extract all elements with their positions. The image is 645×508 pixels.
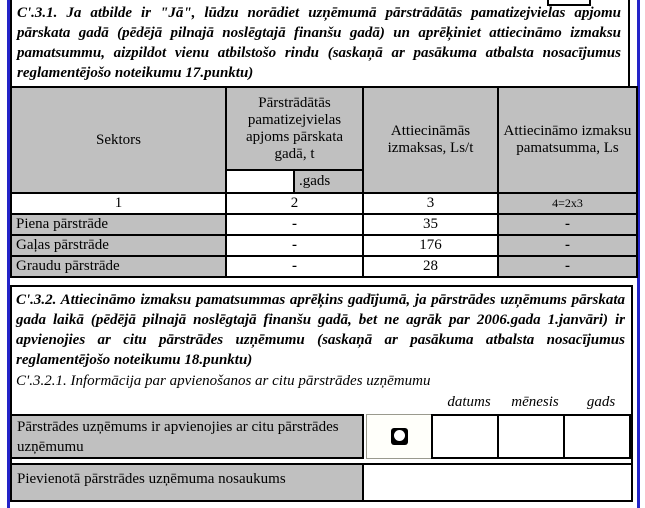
label-gads: gads: [586, 394, 616, 410]
attached-name-label: Pievienotā pārstrādes uzņēmuma nosaukums: [10, 463, 364, 502]
col-number-3: 3: [363, 193, 498, 214]
checkbox-icon: [391, 428, 408, 445]
col-header-sector: Sektors: [11, 87, 226, 193]
section-c31-paragraph: C'.3.1. Ja atbilde ir "Jā", lūdzu norādiet uzņēmumā pārstrādātās pamatizejvielas apjomu pārskata gadā (pēdējā pilnajā noslēgtajā finanšu gadā) un aprēķiniet attiecināmo izmaksu pamatsummu, aizpildot vienu atbilstošo rindu (saskaņā ar pasākuma atbalsta nosacījumus reglamentējošo noteikumu 17.punktu): [10, 0, 630, 88]
volume-cell[interactable]: -: [226, 235, 363, 256]
section-c32: [10, 285, 633, 498]
table-row-meat: [11, 235, 637, 256]
base-cell: -: [498, 214, 637, 235]
table-row-grain: [11, 256, 637, 277]
col-header-volume: Pārstrādātās pamatizejvielas apjoms pārskata gadā, t: [226, 87, 363, 170]
table-row-milk: [11, 214, 637, 235]
numbering-row: [11, 193, 637, 214]
base-cell: -: [498, 256, 637, 277]
col-number-4: 4=2x3: [498, 193, 637, 214]
col-number-2: 2: [226, 193, 363, 214]
merge-checkbox[interactable]: [366, 414, 432, 459]
col-header-cost: Attiecināmās izmaksas, Ls/t: [363, 87, 498, 193]
attached-name-field[interactable]: [362, 463, 633, 502]
year-subrow: [226, 170, 363, 193]
label-datums: datums: [447, 394, 491, 410]
cost-cell: 176: [363, 235, 498, 256]
cost-cell: 35: [363, 214, 498, 235]
col-header-base: Attiecināmo izmaksu pamatsumma, Ls: [498, 87, 637, 193]
col-number-1: 1: [11, 193, 226, 214]
volume-cell[interactable]: -: [226, 256, 363, 277]
cost-cell: 28: [363, 256, 498, 277]
volume-cell[interactable]: -: [226, 214, 363, 235]
year-suffix-label: .gads: [295, 171, 362, 192]
year-input[interactable]: [227, 171, 295, 192]
date-day-field[interactable]: [431, 414, 499, 459]
label-menesis: mēnesis: [511, 394, 559, 410]
date-year-field[interactable]: [563, 414, 631, 459]
sector-table: [10, 86, 638, 278]
sector-label: Gaļas pārstrāde: [11, 235, 226, 256]
merge-question-label: Pārstrādes uzņēmums ir apvienojies ar citu pārstrādes uzņēmumu: [10, 414, 364, 459]
section-c321-subtitle: C'.3.2.1. Informācija par apvienošanos ar citu pārstrādes uzņēmumu: [16, 373, 431, 389]
sector-label: Piena pārstrāde: [11, 214, 226, 235]
base-cell: -: [498, 235, 637, 256]
attached-name-row: [10, 463, 633, 502]
section-c32-paragraph: C'.3.2. Attiecināmo izmaksu pamatsummas aprēķins gadījumā, ja pārstrādes uzņēmums pārskata gada laikā (pēdējā pilnajā noslēgtajā finanšu gadā, bet ne agrāk par 2006.gada 1.janvāri) ir apvienojies ar citu pārstrādes uzņēmumu (saskaņā ar pasākuma atbalsta nosacījumus reglamentējošo noteikumu 18.punktu): [16, 292, 625, 368]
date-labels-row: [12, 394, 631, 414]
sector-label: Graudu pārstrāde: [11, 256, 226, 277]
date-month-field[interactable]: [497, 414, 565, 459]
merge-question-row: [10, 414, 633, 459]
